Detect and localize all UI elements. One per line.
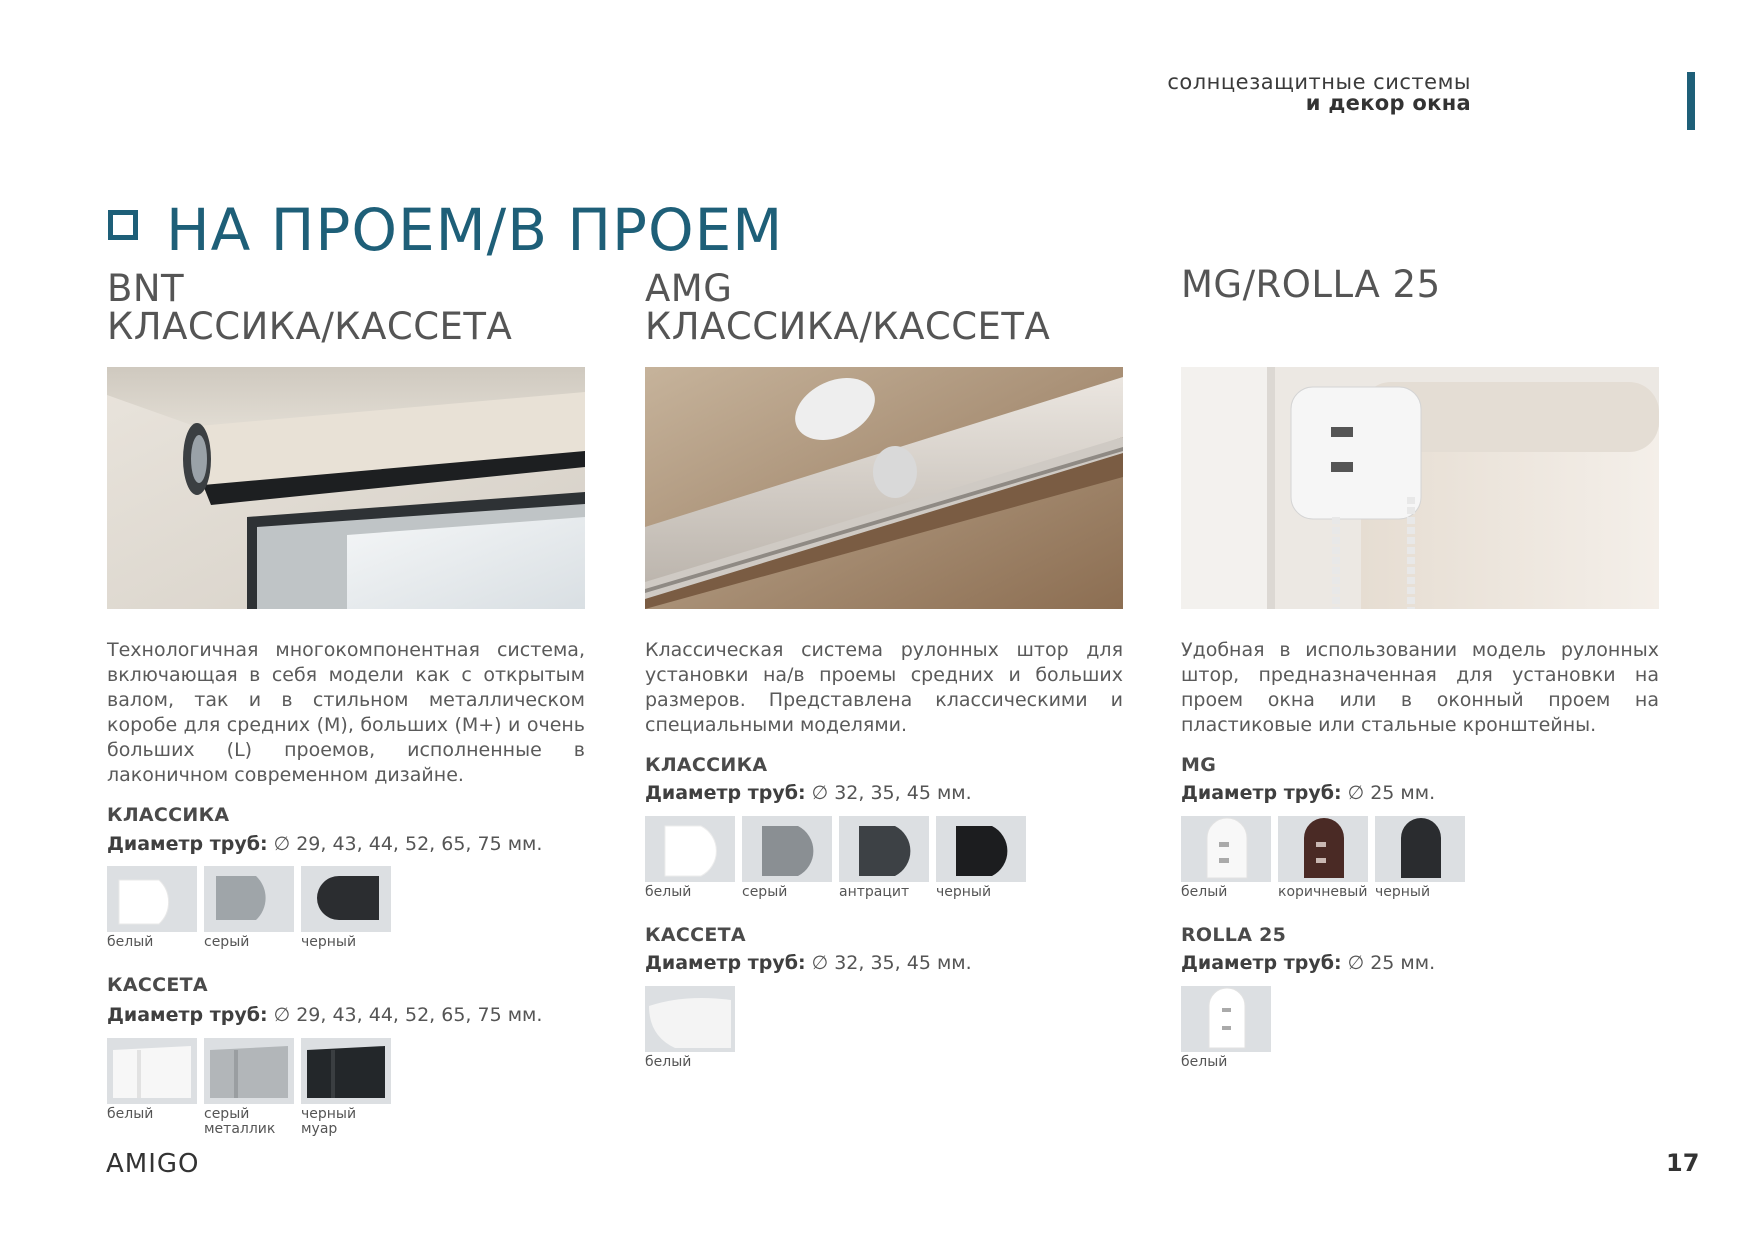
- swatch-label: белый: [1181, 884, 1228, 900]
- black-moire-cassette-icon: [301, 1038, 391, 1104]
- swatch-label: антрацит: [839, 884, 910, 900]
- footer-brand: AMIGO: [106, 1149, 200, 1179]
- product-column-bnt: [107, 267, 585, 1137]
- swatch-label: серый металлик: [204, 1106, 276, 1137]
- black-bracket-icon: [1375, 816, 1465, 882]
- tube-diameter: [645, 782, 972, 804]
- anthracite-end-cap-icon: [839, 816, 929, 882]
- tube-diameter-value: ∅ 29, 43, 44, 52, 65, 75 мм.: [273, 1004, 543, 1026]
- product-description: Технологичная многокомпонентная система, включающая в себя модели как с открытым валом, так и в стильном металлическом коробе для средних (M), больших (M+) и очень больших (L) проемов, исполненные в лаконичном современном дизайне.: [107, 639, 585, 786]
- product-photo-mg: [1181, 367, 1659, 609]
- color-swatches-classic: [107, 866, 391, 950]
- brown-bracket-icon: [1278, 816, 1368, 882]
- swatch-label: серый: [204, 934, 250, 950]
- product-description: Классическая система рулонных штор для установки на/в проемы средних и больших размеров. Представлена классическими и специальными моделями.: [645, 639, 1123, 736]
- swatch-grey: [204, 866, 294, 950]
- swatch-label: черный: [936, 884, 992, 900]
- swatch-label: черный: [301, 934, 357, 950]
- tube-diameter-label: Диаметр труб:: [645, 952, 806, 974]
- color-swatches-cassette: [107, 1038, 391, 1137]
- product-description: Удобная в использовании модель рулонных штор, предназначенная для установки на проем окна или в оконный проем на пластиковые или стальные кронштейны.: [1181, 639, 1659, 736]
- brand-line-2: и декор окна: [1305, 91, 1471, 115]
- grey-end-cap-icon: [742, 816, 832, 882]
- product-name-line-2: КЛАССИКА/КАССЕТА: [107, 305, 513, 348]
- product-column-amg: [645, 267, 1123, 1070]
- white-end-cap-icon: [107, 866, 197, 932]
- tube-diameter-value: ∅ 32, 35, 45 мм.: [811, 952, 972, 974]
- section-heading-mg: MG: [1181, 754, 1217, 776]
- section-heading-cassette: КАССЕТА: [645, 924, 746, 946]
- product-name-line-2: MG/ROLLA 25: [1181, 263, 1441, 306]
- section-heading-classic: КЛАССИКА: [107, 804, 230, 826]
- swatch-black: [936, 816, 1026, 900]
- tube-diameter: [1181, 952, 1435, 974]
- product-name-line-2: КЛАССИКА/КАССЕТА: [645, 305, 1051, 348]
- swatch-label: черный: [1375, 884, 1431, 900]
- color-swatches-mg: [1181, 816, 1465, 900]
- color-swatches-rolla: [1181, 986, 1271, 1070]
- swatch-white: [645, 816, 735, 900]
- tube-diameter-value: ∅ 25 мм.: [1347, 952, 1436, 974]
- product-name-line-1: BNT: [107, 267, 185, 310]
- swatch-label: коричневый: [1278, 884, 1368, 900]
- swatch-black-moire: [301, 1038, 391, 1137]
- tube-diameter: [645, 952, 972, 974]
- tube-diameter: [107, 833, 542, 855]
- swatch-label: белый: [1181, 1054, 1228, 1070]
- tube-diameter: [1181, 782, 1435, 804]
- swatch-brown: [1278, 816, 1368, 900]
- tube-diameter-label: Диаметр труб:: [107, 1004, 268, 1026]
- swatch-white: [107, 866, 197, 950]
- tube-diameter-label: Диаметр труб:: [1181, 952, 1342, 974]
- product-photo-bnt: [107, 367, 585, 609]
- section-heading-rolla: ROLLA 25: [1181, 924, 1287, 946]
- black-end-cap-icon: [301, 866, 391, 932]
- tube-diameter: [107, 1004, 542, 1026]
- swatch-grey: [742, 816, 832, 900]
- swatch-label: белый: [107, 1106, 154, 1122]
- brand-tagline: [1167, 72, 1471, 114]
- swatch-white: [1181, 816, 1271, 900]
- white-bracket-icon: [1181, 986, 1271, 1052]
- tube-diameter-value: ∅ 32, 35, 45 мм.: [811, 782, 972, 804]
- tube-diameter-label: Диаметр труб:: [107, 833, 268, 855]
- swatch-white: [1181, 986, 1271, 1070]
- white-cassette-icon: [107, 1038, 197, 1104]
- swatch-label: белый: [645, 1054, 692, 1070]
- swatch-grey-metallic: [204, 1038, 294, 1137]
- tube-diameter-label: Диаметр труб:: [1181, 782, 1342, 804]
- color-swatches-cassette: [645, 986, 735, 1070]
- grey-metallic-cassette-icon: [204, 1038, 294, 1104]
- grey-end-cap-icon: [204, 866, 294, 932]
- product-photo-amg: [645, 367, 1123, 609]
- product-column-mg: [1181, 263, 1659, 1070]
- swatch-black: [1375, 816, 1465, 900]
- swatch-label: черный муар: [301, 1106, 357, 1137]
- section-heading-cassette: КАССЕТА: [107, 974, 208, 996]
- swatch-label: серый: [742, 884, 788, 900]
- window-frame-icon-handle: [134, 214, 138, 230]
- white-bracket-icon: [1181, 816, 1271, 882]
- brand-line-1: солнцезащитные системы: [1167, 70, 1471, 94]
- swatch-anthracite: [839, 816, 929, 900]
- swatch-label: белый: [645, 884, 692, 900]
- swatch-white: [107, 1038, 197, 1137]
- product-name: [107, 267, 585, 348]
- brand-accent-bar: [1687, 72, 1695, 130]
- section-heading-classic: КЛАССИКА: [645, 754, 768, 776]
- page-title: НА ПРОЕМ/В ПРОЕМ: [166, 196, 784, 264]
- tube-diameter-value: ∅ 29, 43, 44, 52, 65, 75 мм.: [273, 833, 543, 855]
- swatch-black: [301, 866, 391, 950]
- product-name: [1181, 263, 1659, 340]
- tube-diameter-value: ∅ 25 мм.: [1347, 782, 1436, 804]
- swatch-label: белый: [107, 934, 154, 950]
- white-cassette-icon: [645, 986, 735, 1052]
- swatch-white: [645, 986, 735, 1070]
- page-number: 17: [1666, 1149, 1700, 1177]
- white-end-cap-icon: [645, 816, 735, 882]
- tube-diameter-label: Диаметр труб:: [645, 782, 806, 804]
- black-end-cap-icon: [936, 816, 1026, 882]
- color-swatches-classic: [645, 816, 1026, 900]
- product-name: [645, 267, 1123, 348]
- product-name-line-1: AMG: [645, 267, 733, 310]
